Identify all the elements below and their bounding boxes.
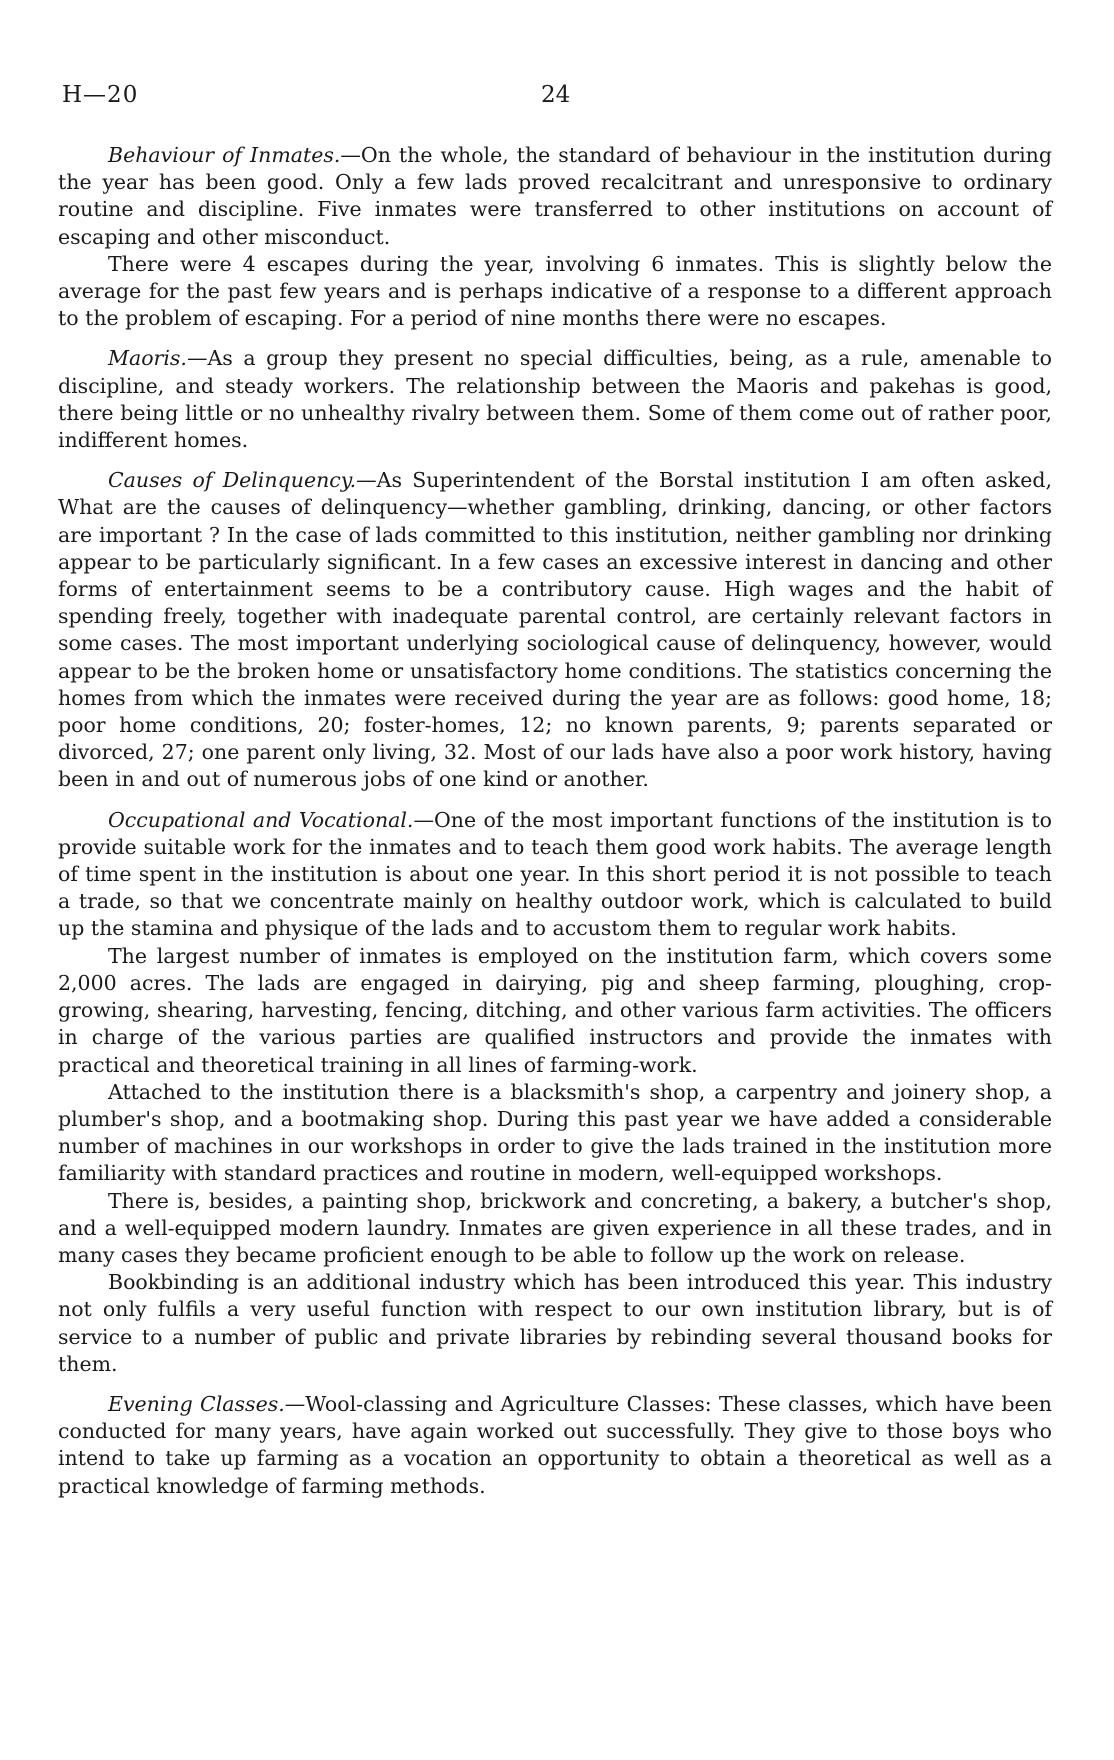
paragraph-heading: Maoris.	[108, 346, 187, 371]
paragraph-bookbinding	[58, 1269, 1052, 1378]
paragraph-heading: Occupational and Vocational.	[108, 807, 414, 832]
paragraph-trades	[58, 1188, 1052, 1270]
paragraph-causes-of-delinquency	[58, 467, 1052, 793]
paragraph-escapes	[58, 251, 1052, 333]
document-body	[58, 142, 1052, 1500]
paragraph-text: —On the whole, the standard of behaviour in the institution during the year has been good. Only a few lads proved recalcitrant and unresponsive to ordinary routine and discipline. Five inmates were transferred to other institutions on account of escaping and other misconduct.	[58, 143, 1052, 249]
paragraph-behaviour-of-inmates	[58, 142, 1052, 251]
paragraph-workshops	[58, 1079, 1052, 1188]
paragraph-text: —As a group they present no special difficulties, being, as a rule, amenable to discipline, and steady workers. The relationship between the Maoris and pakehas is good, there being little or no unhealthy rivalry between them. Some of them come out of rather poor, indifferent homes.	[58, 346, 1052, 453]
paragraph-text: —One of the most important functions of the institution is to provide suitable work for the inmates and to teach them good work habits. The average length of time spent in the institution is about one year. In this short period it is not possible to teach a trade, so that we concentrate mainly on healthy outdoor work, which is calculated to build up the stamina and physique of the lads and to accustom them to regular work habits.	[58, 807, 1052, 941]
paragraph-heading: Behaviour of Inmates.	[108, 143, 341, 167]
paragraph-text: Attached to the institution there is a blacksmith's shop, a carpentry and joinery shop, a plumber's shop, and a bootmaking shop. During this past year we have added a considerable number of machines in our workshops in order to give the lads trained in the institution more familiarity with standard practices and routine in modern, well-equipped workshops.	[58, 1079, 1052, 1186]
paragraph-text: —Wool-classing and Agriculture Classes: These classes, which have been conducted for many years, have again worked out successfully. They give to those boys who intend to take up farming as a vocation an opportunity to obtain a theoretical as well as a practical knowledge of farming methods.	[58, 1391, 1052, 1498]
paragraph-text: —As Superintendent of the Borstal institution I am often asked, What are the causes of delinquency—whether gambling, drinking, dancing, or other factors are important ? In the case of lads committed to this institution, neither gambling nor drinking appear to be particularly significant. In a few cases an excessive interest in dancing and other forms of entertainment seems to be a contributory cause. High wages and the habit of spending freely, together with inadequate parental control, are certainly relevant factors in some cases. The most important underlying sociological cause of delinquency, however, would appear to be the broken home or unsatisfactory home conditions. The statistics concerning the homes from which the inmates were received during the year are as follows: good home, 18; poor home conditions, 20; foster-homes, 12; no known parents, 9; parents separated or divorced, 27; one parent only living, 32. Most of our lads have also a poor work history, having been in and out of numerous jobs of one kind or another.	[58, 468, 1052, 792]
paragraph-text: There is, besides, a painting shop, brickwork and concreting, a bakery, a butcher's shop, and a well-equipped modern laundry. Inmates are given experience in all these trades, and in many cases they became proficient enough to be able to follow up the work on release.	[58, 1188, 1052, 1267]
paragraph-text: Bookbinding is an additional industry which has been introduced this year. This industry not only fulfils a very useful function with respect to our own institution library, but is of service to a number of public and private libraries by rebinding several thousand books for them.	[58, 1270, 1052, 1376]
paragraph-text: The largest number of inmates is employed on the institution farm, which covers some 2,000 acres. The lads are engaged in dairying, pig and sheep farming, ploughing, crop-growing, shearing, harvesting, fencing, ditching, and other various farm activities. The officers in charge of the various parties are qualified instructors and provide the inmates with practical and theoretical training in all lines of farming-work.	[58, 943, 1052, 1077]
paragraph-farm	[58, 943, 1052, 1079]
page-number: 24	[541, 82, 571, 108]
paragraph-text: There were 4 escapes during the year, involving 6 inmates. This is slightly below the average for the past few years and is perhaps indicative of a response to a different approach to the problem of escaping. For a period of nine months there were no escapes.	[58, 251, 1052, 331]
paragraph-evening-classes	[58, 1391, 1052, 1500]
paragraph-heading: Causes of Delinquency.	[108, 468, 357, 493]
document-code: H—20	[62, 82, 139, 108]
paragraph-heading: Evening Classes.	[108, 1391, 285, 1416]
paragraph-maoris	[58, 345, 1052, 454]
paragraph-occupational-and-vocational	[58, 807, 1052, 943]
page-header	[62, 82, 1052, 112]
